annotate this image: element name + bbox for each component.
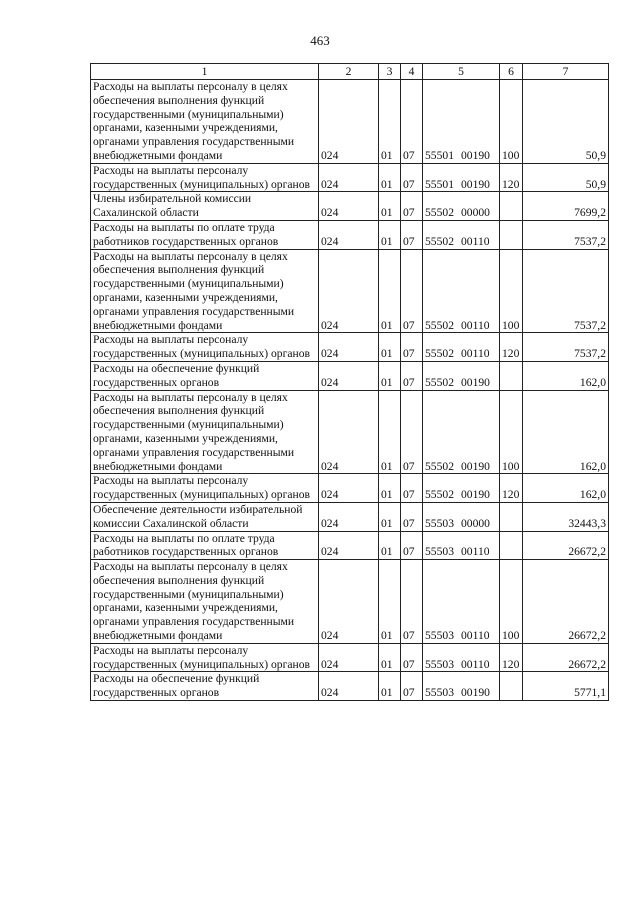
cell-subsection: 07 bbox=[401, 502, 423, 531]
cell-ministry-code: 024 bbox=[319, 80, 379, 164]
row-name-cell: Расходы на выплаты персоналу в целях обеспечения выполнения функций государственными (муниципальными) органами, казенными учреждениями, органами управления государственными внебюджетными фондами bbox=[91, 560, 319, 644]
row-name-cell: Расходы на выплаты персоналу государственных (муниципальных) органов bbox=[91, 643, 319, 672]
cell-expense-type bbox=[500, 672, 523, 701]
row-name-cell: Расходы на выплаты персоналу в целях обеспечения выполнения функций государственными (муниципальными) органами, казенными учреждениями, органами управления государственными внебюджетными фондами bbox=[91, 80, 319, 164]
target-article-direction: 00110 bbox=[460, 318, 490, 332]
cell-section: 01 bbox=[379, 220, 401, 249]
target-article-program: 55502 bbox=[425, 488, 454, 502]
cell-target-article bbox=[423, 220, 500, 249]
target-article-program: 55503 bbox=[425, 686, 454, 700]
target-article-direction: 00110 bbox=[460, 234, 490, 248]
header-row bbox=[91, 64, 609, 80]
target-article-program: 55502 bbox=[425, 318, 454, 332]
cell-section: 01 bbox=[379, 531, 401, 560]
target-article-program: 55502 bbox=[425, 206, 454, 220]
cell-section: 01 bbox=[379, 474, 401, 503]
cell-expense-type bbox=[500, 192, 523, 221]
target-article-direction: 00000 bbox=[460, 206, 490, 220]
cell-ministry-code: 024 bbox=[319, 502, 379, 531]
table-row bbox=[91, 163, 609, 192]
cell-section: 01 bbox=[379, 502, 401, 531]
cell-expense-type bbox=[500, 361, 523, 390]
cell-subsection: 07 bbox=[401, 643, 423, 672]
cell-subsection: 07 bbox=[401, 80, 423, 164]
table-row bbox=[91, 192, 609, 221]
table-row bbox=[91, 390, 609, 474]
cell-amount: 162,0 bbox=[523, 361, 609, 390]
row-name-cell: Члены избирательной комиссии Сахалинской области bbox=[91, 192, 319, 221]
table-row bbox=[91, 672, 609, 701]
target-article-program: 55503 bbox=[425, 545, 454, 559]
cell-amount: 50,9 bbox=[523, 163, 609, 192]
cell-ministry-code: 024 bbox=[319, 361, 379, 390]
column-header: 6 bbox=[500, 64, 523, 80]
cell-ministry-code: 024 bbox=[319, 192, 379, 221]
cell-ministry-code: 024 bbox=[319, 474, 379, 503]
cell-subsection: 07 bbox=[401, 192, 423, 221]
cell-section: 01 bbox=[379, 560, 401, 644]
cell-expense-type: 120 bbox=[500, 474, 523, 503]
row-name-cell: Расходы на выплаты персоналу в целях обеспечения выполнения функций государственными (муниципальными) органами, казенными учреждениями, органами управления государственными внебюджетными фондами bbox=[91, 390, 319, 474]
target-article-program: 55501 bbox=[425, 148, 454, 162]
cell-expense-type bbox=[500, 531, 523, 560]
row-name-cell: Расходы на выплаты по оплате труда работников государственных органов bbox=[91, 531, 319, 560]
column-header: 7 bbox=[523, 64, 609, 80]
table-body bbox=[91, 80, 609, 701]
cell-subsection: 07 bbox=[401, 531, 423, 560]
target-article-direction: 00190 bbox=[460, 488, 490, 502]
cell-ministry-code: 024 bbox=[319, 163, 379, 192]
table-row bbox=[91, 249, 609, 333]
cell-target-article bbox=[423, 361, 500, 390]
cell-ministry-code: 024 bbox=[319, 333, 379, 362]
row-name-cell: Расходы на обеспечение функций государственных органов bbox=[91, 672, 319, 701]
cell-amount: 26672,2 bbox=[523, 531, 609, 560]
target-article-direction: 00190 bbox=[460, 177, 490, 191]
cell-section: 01 bbox=[379, 249, 401, 333]
cell-amount: 32443,3 bbox=[523, 502, 609, 531]
target-article-program: 55503 bbox=[425, 629, 454, 643]
cell-expense-type: 100 bbox=[500, 249, 523, 333]
cell-amount: 26672,2 bbox=[523, 560, 609, 644]
table-row bbox=[91, 560, 609, 644]
cell-section: 01 bbox=[379, 192, 401, 221]
cell-target-article bbox=[423, 163, 500, 192]
cell-expense-type: 100 bbox=[500, 80, 523, 164]
cell-expense-type bbox=[500, 220, 523, 249]
cell-expense-type: 120 bbox=[500, 163, 523, 192]
cell-target-article bbox=[423, 502, 500, 531]
cell-section: 01 bbox=[379, 361, 401, 390]
column-header: 4 bbox=[401, 64, 423, 80]
cell-amount: 7537,2 bbox=[523, 333, 609, 362]
column-header: 2 bbox=[319, 64, 379, 80]
table-row bbox=[91, 643, 609, 672]
table-row bbox=[91, 474, 609, 503]
cell-section: 01 bbox=[379, 643, 401, 672]
row-name-cell: Расходы на выплаты персоналу государственных (муниципальных) органов bbox=[91, 333, 319, 362]
cell-ministry-code: 024 bbox=[319, 643, 379, 672]
cell-ministry-code: 024 bbox=[319, 560, 379, 644]
budget-table bbox=[90, 63, 609, 701]
row-name-cell: Расходы на выплаты по оплате труда работников государственных органов bbox=[91, 220, 319, 249]
column-header: 5 bbox=[423, 64, 500, 80]
row-name-cell: Расходы на выплаты персоналу в целях обеспечения выполнения функций государственными (муниципальными) органами, казенными учреждениями, органами управления государственными внебюджетными фондами bbox=[91, 249, 319, 333]
cell-expense-type bbox=[500, 502, 523, 531]
cell-target-article bbox=[423, 672, 500, 701]
cell-subsection: 07 bbox=[401, 474, 423, 503]
target-article-direction: 00190 bbox=[460, 686, 490, 700]
cell-subsection: 07 bbox=[401, 672, 423, 701]
cell-amount: 26672,2 bbox=[523, 643, 609, 672]
target-article-program: 55503 bbox=[425, 516, 454, 530]
cell-ministry-code: 024 bbox=[319, 531, 379, 560]
cell-subsection: 07 bbox=[401, 220, 423, 249]
cell-amount: 7537,2 bbox=[523, 249, 609, 333]
cell-section: 01 bbox=[379, 390, 401, 474]
cell-amount: 5771,1 bbox=[523, 672, 609, 701]
cell-section: 01 bbox=[379, 333, 401, 362]
cell-ministry-code: 024 bbox=[319, 249, 379, 333]
table-row bbox=[91, 333, 609, 362]
cell-target-article bbox=[423, 531, 500, 560]
cell-subsection: 07 bbox=[401, 560, 423, 644]
cell-subsection: 07 bbox=[401, 163, 423, 192]
cell-amount: 7537,2 bbox=[523, 220, 609, 249]
target-article-program: 55502 bbox=[425, 459, 454, 473]
target-article-direction: 00110 bbox=[460, 657, 490, 671]
target-article-program: 55502 bbox=[425, 375, 454, 389]
cell-target-article bbox=[423, 474, 500, 503]
target-article-direction: 00000 bbox=[460, 516, 490, 530]
cell-section: 01 bbox=[379, 80, 401, 164]
cell-target-article bbox=[423, 643, 500, 672]
cell-expense-type: 120 bbox=[500, 333, 523, 362]
cell-target-article bbox=[423, 390, 500, 474]
cell-amount: 162,0 bbox=[523, 474, 609, 503]
column-header: 1 bbox=[91, 64, 319, 80]
row-name-cell: Расходы на выплаты персоналу государственных (муниципальных) органов bbox=[91, 163, 319, 192]
cell-subsection: 07 bbox=[401, 249, 423, 333]
table-row bbox=[91, 80, 609, 164]
cell-target-article bbox=[423, 192, 500, 221]
cell-target-article bbox=[423, 80, 500, 164]
target-article-direction: 00110 bbox=[460, 545, 490, 559]
target-article-program: 55502 bbox=[425, 347, 454, 361]
target-article-direction: 00190 bbox=[460, 459, 490, 473]
cell-amount: 162,0 bbox=[523, 390, 609, 474]
cell-section: 01 bbox=[379, 672, 401, 701]
cell-expense-type: 100 bbox=[500, 560, 523, 644]
cell-target-article bbox=[423, 333, 500, 362]
cell-expense-type: 120 bbox=[500, 643, 523, 672]
cell-ministry-code: 024 bbox=[319, 390, 379, 474]
page-number: 463 bbox=[310, 33, 330, 48]
cell-subsection: 07 bbox=[401, 333, 423, 362]
cell-expense-type: 100 bbox=[500, 390, 523, 474]
table-row bbox=[91, 531, 609, 560]
cell-section: 01 bbox=[379, 163, 401, 192]
row-name-cell: Обеспечение деятельности избирательной комиссии Сахалинской области bbox=[91, 502, 319, 531]
table-row bbox=[91, 361, 609, 390]
target-article-direction: 00190 bbox=[460, 375, 490, 389]
cell-ministry-code: 024 bbox=[319, 672, 379, 701]
column-header: 3 bbox=[379, 64, 401, 80]
cell-subsection: 07 bbox=[401, 390, 423, 474]
cell-subsection: 07 bbox=[401, 361, 423, 390]
cell-target-article bbox=[423, 560, 500, 644]
target-article-program: 55503 bbox=[425, 657, 454, 671]
cell-amount: 50,9 bbox=[523, 80, 609, 164]
target-article-direction: 00110 bbox=[460, 629, 490, 643]
target-article-direction: 00190 bbox=[460, 148, 490, 162]
cell-amount: 7699,2 bbox=[523, 192, 609, 221]
target-article-direction: 00110 bbox=[460, 347, 490, 361]
target-article-program: 55501 bbox=[425, 177, 454, 191]
table-row bbox=[91, 502, 609, 531]
row-name-cell: Расходы на выплаты персоналу государственных (муниципальных) органов bbox=[91, 474, 319, 503]
cell-ministry-code: 024 bbox=[319, 220, 379, 249]
table-row bbox=[91, 220, 609, 249]
target-article-program: 55502 bbox=[425, 234, 454, 248]
cell-target-article bbox=[423, 249, 500, 333]
row-name-cell: Расходы на обеспечение функций государственных органов bbox=[91, 361, 319, 390]
